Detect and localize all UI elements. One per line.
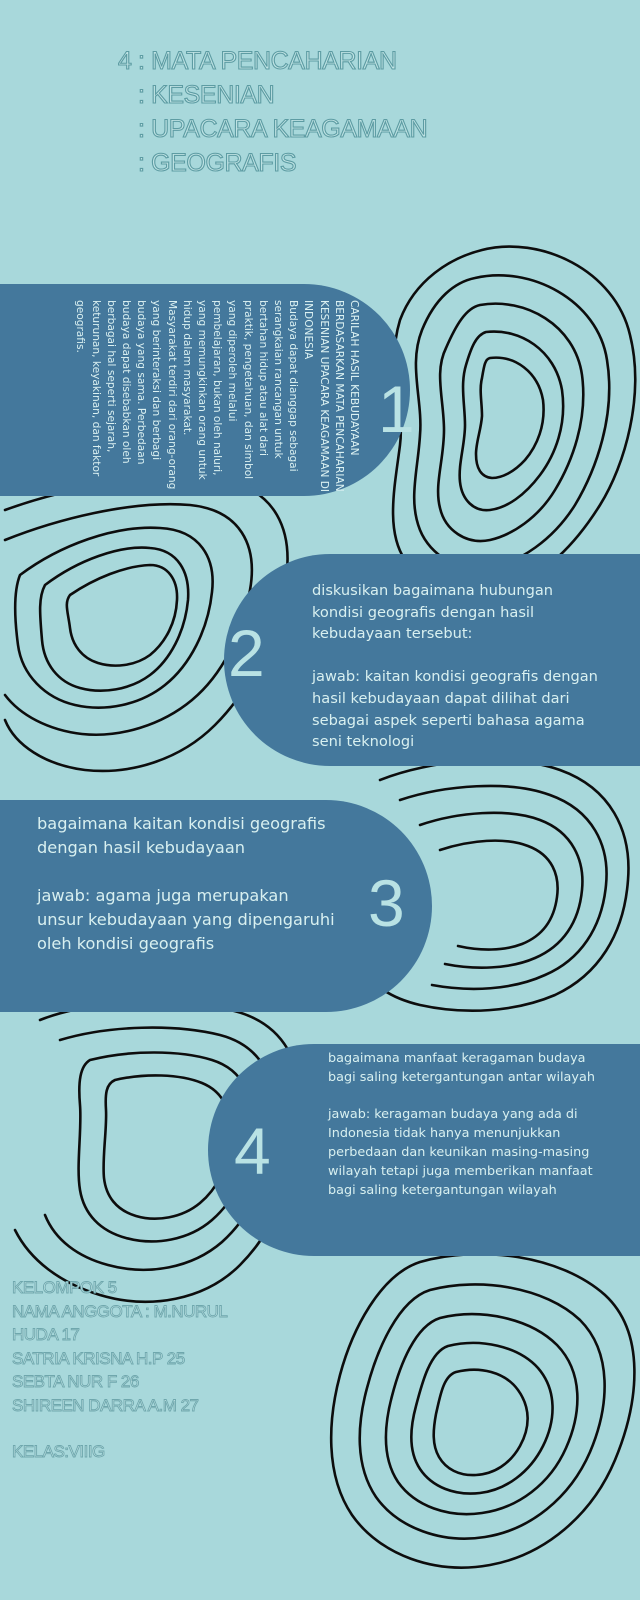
card-2-question: diskusikan bagaimana hubungan kondisi geografis dengan hasil kebudayaan tersebut: xyxy=(312,582,558,643)
card-3-question: bagaimana kaitan kondisi geografis dengan hasil kebudayaan xyxy=(37,814,331,857)
group-line-6: SHIREEN DARRA A.M 27 xyxy=(12,1395,199,1415)
card-2-answer: jawab: kaitan kondisi geografis dengan hasil kebudayaan dapat dilihat dari sebagai aspek seperti bahasa agama seni teknologi xyxy=(312,668,603,751)
card-2-text xyxy=(312,580,602,753)
card-3-number: 3 xyxy=(368,866,405,940)
title-line-4: : GEOGRAFIS xyxy=(138,149,297,177)
card-3-text xyxy=(37,812,340,956)
card-1-answer: Budaya dapat dianggap sebagai serangkaian rancangan untuk bertahan hidup atau alat dari praktik, pengetahuan, dan simbol yang diperoleh melalui pembelajaran, bukan oleh naluri, yang memungkinkan orang untuk hidup dalam masyarakat. Masyarakat terdiri dari orang-orang yang berinteraksi dan berbagi budaya yang sama. Perbedaan budaya dapat disebabkan oleh berbagai hal seperti sejarah, keturunan, keyakinan, dan faktor geografis. xyxy=(74,300,300,490)
group-line-2: NAMA ANGGOTA : M.NURUL xyxy=(12,1301,228,1321)
card-4-question: bagaimana manfaat keragaman budaya bagi saling ketergantungan antar wilayah xyxy=(328,1051,595,1085)
card-1-question: CARILAH HASIL KEBUDAYAAN BERDASARKAN MATA PENCAHARIAN KESENIAN UPACARA KEAGAMAAN DI INDONESIA xyxy=(302,300,360,493)
title-line-1: 4 : MATA PENCAHARIAN xyxy=(118,47,397,75)
card-2-number: 2 xyxy=(228,616,265,690)
page-title xyxy=(118,44,427,180)
group-line-5: SEBTA NUR F 26 xyxy=(12,1372,139,1391)
card-4-answer: jawab: keragaman budaya yang ada di Indonesia tidak hanya menunjukkan perbedaan dan keunikan masing-masing wilayah tetapi juga memberikan manfaat bagi saling ketergantungan wilayah xyxy=(328,1107,597,1198)
group-line-1: KELOMPOK 5 xyxy=(12,1278,117,1297)
card-1-number: 1 xyxy=(378,372,415,446)
title-line-3: : UPACARA KEAGAMAAN xyxy=(138,115,428,143)
group-line-4: SATRIA KRISNA H.P 25 xyxy=(12,1348,185,1368)
card-4 xyxy=(208,1044,640,1256)
group-line-3: HUDA 17 xyxy=(12,1325,80,1344)
class-label: KELAS:VIIIG xyxy=(12,1442,105,1461)
card-2 xyxy=(224,554,640,766)
card-4-number: 4 xyxy=(234,1114,271,1188)
card-3 xyxy=(0,800,432,1012)
card-1-text xyxy=(16,300,361,496)
group-members xyxy=(12,1276,227,1464)
card-4-text xyxy=(328,1050,598,1200)
card-3-answer: jawab: agama juga merupakan unsur kebudayaan yang dipengaruhi oleh kondisi geografis xyxy=(37,886,340,953)
title-line-2: : KESENIAN xyxy=(138,81,275,109)
